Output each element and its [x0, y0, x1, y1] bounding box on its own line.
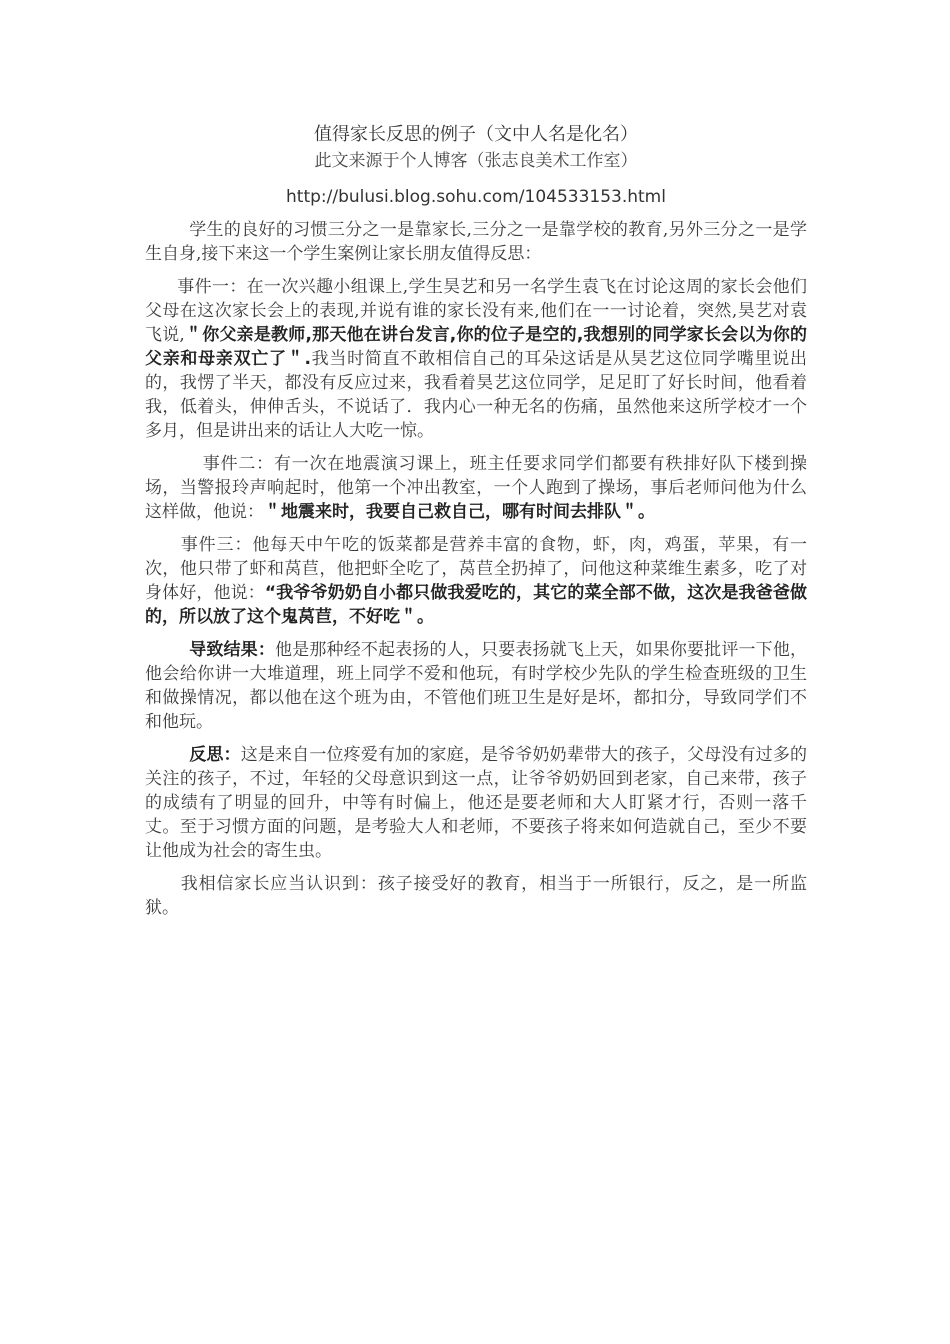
- source-url: http://bulusi.blog.sohu.com/104533153.html: [286, 187, 666, 207]
- document-body: [145, 122, 807, 929]
- event-three-quote: “我爷爷奶奶自小都只做我爱吃的，其它的菜全部不做，这次是我爸爸做的，所以放了这个鬼莴苣，不好吃＂。: [145, 583, 808, 627]
- reflection-paragraph: [145, 743, 807, 863]
- document-subtitle: 此文来源于个人博客（张志良美术工作室）: [314, 151, 638, 171]
- reflection-label: 反思：: [189, 745, 241, 765]
- event-one-text: 事件一：在一次兴趣小组课上,学生昊艺和另一名学生袁飞在讨论这周的家长会他们父母在这次家长会上的表现,并说有谁的家长没有来,他们在一一讨论着，突然,昊艺对袁飞说,: [145, 277, 807, 345]
- result-paragraph: [145, 638, 807, 734]
- event-one-text-continued: 我当时简直不敢相信自己的耳朵这话是从昊艺这位同学嘴里说出的，我愣了半天，都没有反应过来，我看着昊艺这位同学，足足盯了好长时间，他看着我，低着头，伸伸舌头，不说话了．我内心一种无名的伤痛，虽然他来这所学校才一个多月，但是讲出来的话让人大吃一惊。: [145, 349, 807, 441]
- result-label: 导致结果：: [189, 640, 276, 660]
- event-two-text: 事件二：有一次在地震演习课上，班主任要求同学们都要有秩排好队下楼到操场，当警报玲声响起时，他第一个冲出教室，一个人跑到了操场，事后老师问他为什么这样做，他说：: [145, 454, 807, 522]
- intro-paragraph: 学生的良好的习惯三分之一是靠家长,三分之一是靠学校的教育,另外三分之一是学生自身,接下来这一个学生案例让家长朋友值得反思：: [145, 220, 807, 264]
- result-text: 他是那种经不起表扬的人，只要表扬就飞上天，如果你要批评一下他，他会给你讲一大堆道理，班上同学不爱和他玩，有时学校少先队的学生检查班级的卫生和做操情况，都以他在这个班为由，不管他们班卫生是好是坏，都扣分，导致同学们不和他玩。: [145, 640, 808, 732]
- event-three-text: 事件三：他每天中午吃的饭菜都是营养丰富的食物，虾，肉，鸡蛋，苹果，有一次，他只带了虾和莴苣，他把虾全吃了，莴苣全扔掉了，问他这种菜维生素多，吃了对身体好，他说：: [145, 535, 807, 603]
- document-title: 值得家长反思的例子（文中人名是化名）: [314, 124, 638, 145]
- event-three-paragraph: [145, 533, 807, 629]
- conclusion-paragraph: 我相信家长应当认识到：孩子接受好的教育，相当于一所银行，反之，是一所监狱。: [145, 874, 807, 918]
- event-one-paragraph: [145, 275, 807, 443]
- reflection-text: 这是来自一位疼爱有加的家庭，是爷爷奶奶辈带大的孩子，父母没有过多的关注的孩子，不过，年轻的父母意识到这一点，让爷爷奶奶回到老家，自己来带，孩子的成绩有了明显的回升，中等有时偏上，他还是要老师和大人盯紧才行，否则一落千丈。至于习惯方面的问题，是考验大人和老师，不要孩子将来如何造就自己，至少不要让他成为社会的寄生虫。: [145, 745, 808, 861]
- event-two-paragraph: [145, 452, 807, 524]
- event-two-quote: ＂地震来时，我要自己救自己，哪有时间去排队＂。: [264, 502, 655, 522]
- event-one-quote: ＂你父亲是教师,那天他在讲台发言,你的位子是空的,我想别的同学家长会以为你的父亲和母亲双亡了＂.: [145, 325, 808, 369]
